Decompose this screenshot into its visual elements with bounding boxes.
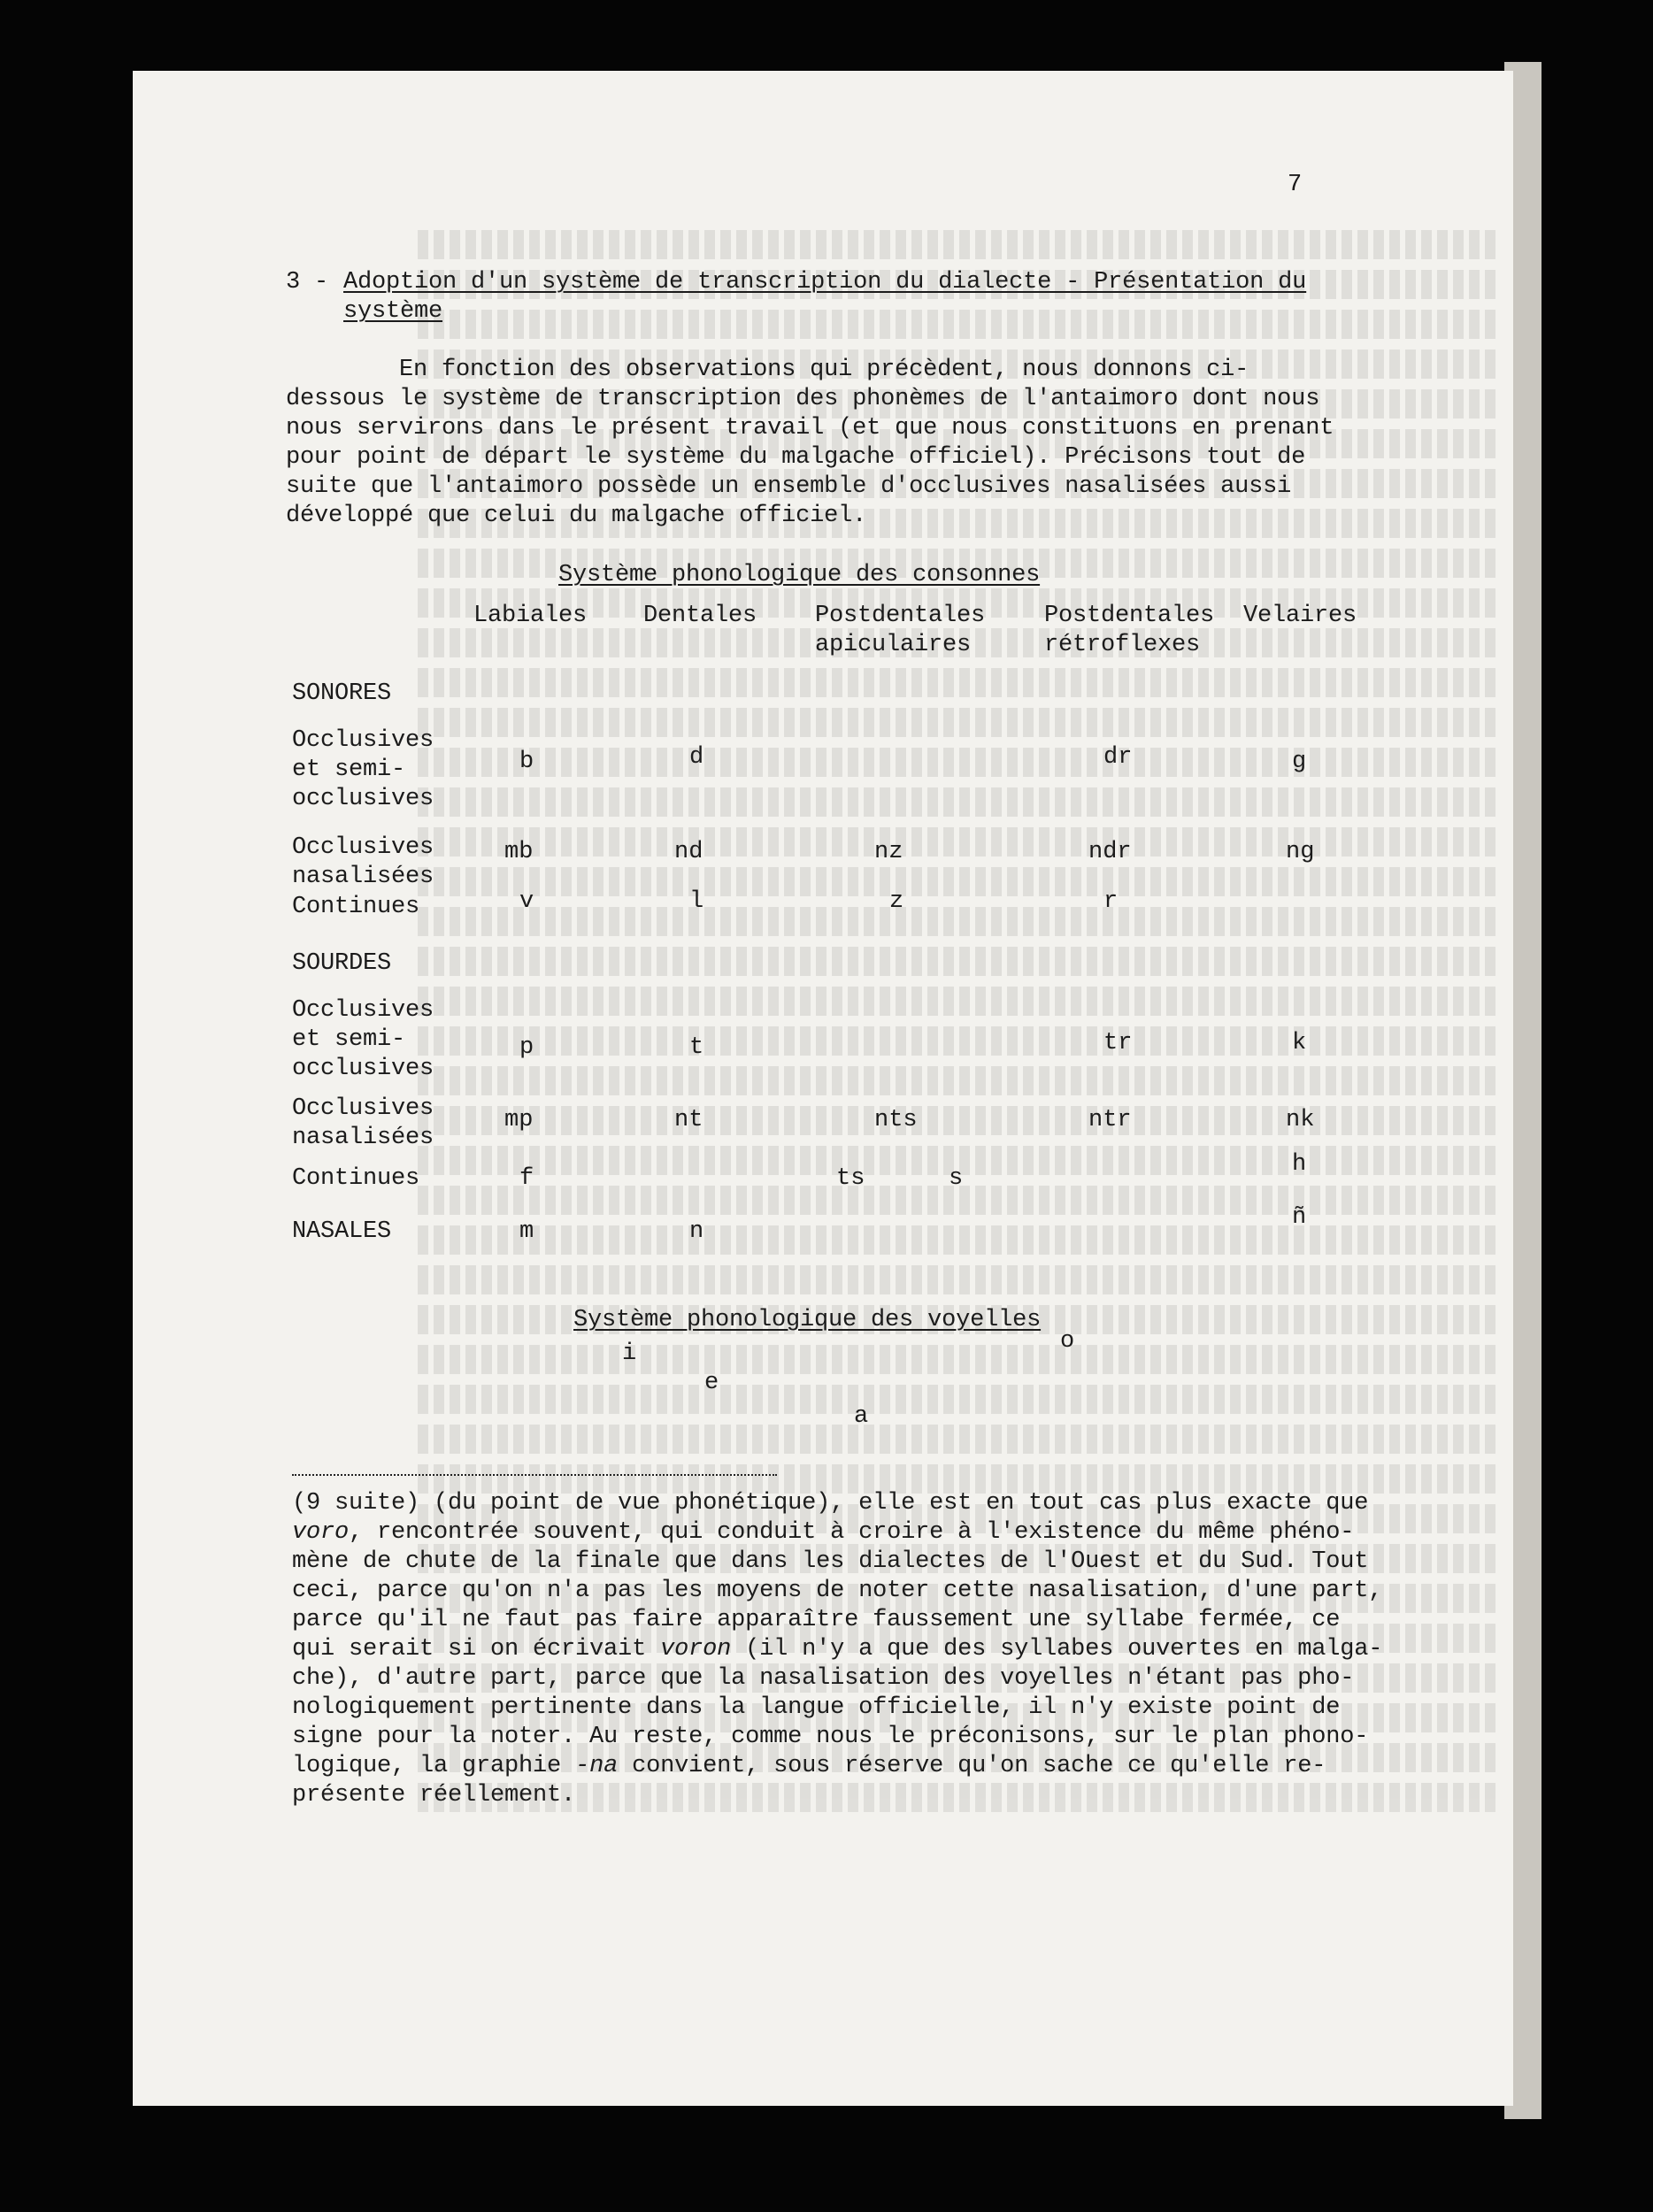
phoneme: k — [1292, 1030, 1307, 1056]
page-number: 7 — [1288, 172, 1303, 198]
vowel-a: a — [854, 1403, 869, 1430]
section-number: 3 - — [286, 269, 343, 296]
phoneme: nts — [874, 1107, 918, 1133]
phoneme: s — [949, 1165, 964, 1192]
phoneme: mb — [504, 839, 534, 865]
footnote-separator — [292, 1474, 777, 1476]
phoneme: v — [519, 888, 534, 915]
row-group-sourdes: SOURDES — [292, 950, 392, 977]
footnote-line: qui serait si on écrivait voron (il n'y a que des syllabes ouvertes en malga- — [292, 1636, 1383, 1663]
row-label: Occlusives — [292, 997, 434, 1024]
footnote-line: mène de chute de la finale que dans les dialectes de l'Ouest et du Sud. Tout — [292, 1548, 1369, 1575]
intro-line: suite que l'antaimoro possède un ensemble d'occlusives nasalisées aussi — [286, 473, 1292, 500]
col-dentales: Dentales — [643, 603, 757, 629]
phoneme: mp — [504, 1107, 534, 1133]
vowel-i: i — [622, 1340, 637, 1367]
phoneme: tr — [1103, 1030, 1133, 1056]
row-label: Continues — [292, 1165, 420, 1192]
col-postdentales-retroflexes-sub: rétroflexes — [1044, 632, 1201, 658]
phoneme: p — [519, 1034, 534, 1061]
footnote-line: signe pour la noter. Au reste, comme nous le préconisons, sur le plan phono- — [292, 1724, 1369, 1750]
footnote-line: che), d'autre part, parce que la nasalisation des voyelles n'étant pas pho- — [292, 1665, 1355, 1692]
vowel-o: o — [1060, 1328, 1075, 1355]
row-label: occlusives — [292, 786, 434, 812]
row-label: occlusives — [292, 1056, 434, 1082]
phoneme: ntr — [1088, 1107, 1132, 1133]
vowels-title: Système phonologique des voyelles — [573, 1307, 1042, 1333]
col-postdentales-apiculaires-sub: apiculaires — [815, 632, 972, 658]
phoneme: dr — [1103, 744, 1133, 771]
phoneme: n — [689, 1218, 704, 1245]
row-group-nasales: NASALES — [292, 1218, 392, 1245]
col-postdentales-apiculaires: Postdentales — [815, 603, 986, 629]
section-heading-line1: Adoption d'un système de transcription du dialecte - Présentation du — [343, 269, 1307, 296]
phoneme: nz — [874, 839, 903, 865]
row-label: nasalisées — [292, 1125, 434, 1151]
col-labiales: Labiales — [473, 603, 588, 629]
row-label: et semi- — [292, 1026, 406, 1053]
consonants-title: Système phonologique des consonnes — [558, 562, 1041, 588]
phoneme: l — [689, 888, 704, 915]
phoneme: b — [519, 749, 534, 775]
phoneme: m — [519, 1218, 534, 1245]
row-label: Continues — [292, 894, 420, 920]
row-label: et semi- — [292, 757, 406, 783]
footnote-line: (9 suite) (du point de vue phonétique), elle est en tout cas plus exacte que — [292, 1490, 1369, 1517]
intro-line: nous servirons dans le présent travail (et que nous constituons en prenant — [286, 415, 1334, 442]
phoneme: ng — [1286, 839, 1315, 865]
phoneme: nd — [674, 839, 703, 865]
row-label: Occlusives — [292, 727, 434, 754]
row-label: nasalisées — [292, 864, 434, 890]
phoneme: z — [889, 888, 904, 915]
vowel-e: e — [704, 1370, 719, 1396]
intro-line: pour point de départ le système du malgache officiel). Précisons tout de — [286, 444, 1306, 471]
row-label: Occlusives — [292, 834, 434, 861]
phoneme: t — [689, 1034, 704, 1061]
footnote-line: ceci, parce qu'on n'a pas les moyens de noter cette nasalisation, d'une part, — [292, 1578, 1383, 1604]
document-page — [133, 71, 1513, 2106]
intro-line: dessous le système de transcription des phonèmes de l'antaimoro dont nous — [286, 386, 1320, 412]
phoneme: d — [689, 744, 704, 771]
phoneme: h — [1292, 1151, 1307, 1178]
phoneme: r — [1103, 888, 1119, 915]
section-heading-line2: système — [343, 298, 443, 325]
row-label: Occlusives — [292, 1095, 434, 1122]
row-group-sonores: SONORES — [292, 680, 392, 707]
footnote-line: parce qu'il ne faut pas faire apparaître faussement une syllabe fermée, ce — [292, 1607, 1341, 1633]
footnote-line: logique, la graphie -na convient, sous réserve qu'on sache ce qu'elle re- — [292, 1753, 1326, 1779]
footnote-line: voro, rencontrée souvent, qui conduit à croire à l'existence du même phéno- — [292, 1519, 1355, 1546]
footnote-italic: -na — [575, 1753, 619, 1779]
footnote-line: nologiquement pertinente dans la langue officielle, il n'y existe point de — [292, 1694, 1341, 1721]
phoneme: ndr — [1088, 839, 1132, 865]
footnote-italic: voron — [660, 1636, 732, 1663]
phoneme: ts — [836, 1165, 865, 1192]
phoneme: ñ — [1292, 1204, 1307, 1231]
col-postdentales-retroflexes: Postdentales — [1044, 603, 1215, 629]
footnote-italic: voro — [292, 1519, 350, 1546]
phoneme: nk — [1286, 1107, 1315, 1133]
col-velaires: Velaires — [1243, 603, 1357, 629]
intro-line: En fonction des observations qui précèdent, nous donnons ci- — [286, 357, 1249, 383]
phoneme: g — [1292, 749, 1307, 775]
intro-line: développé que celui du malgache officiel. — [286, 503, 867, 529]
phoneme: nt — [674, 1107, 703, 1133]
phoneme: f — [519, 1165, 534, 1192]
footnote-line: présente réellement. — [292, 1782, 576, 1809]
